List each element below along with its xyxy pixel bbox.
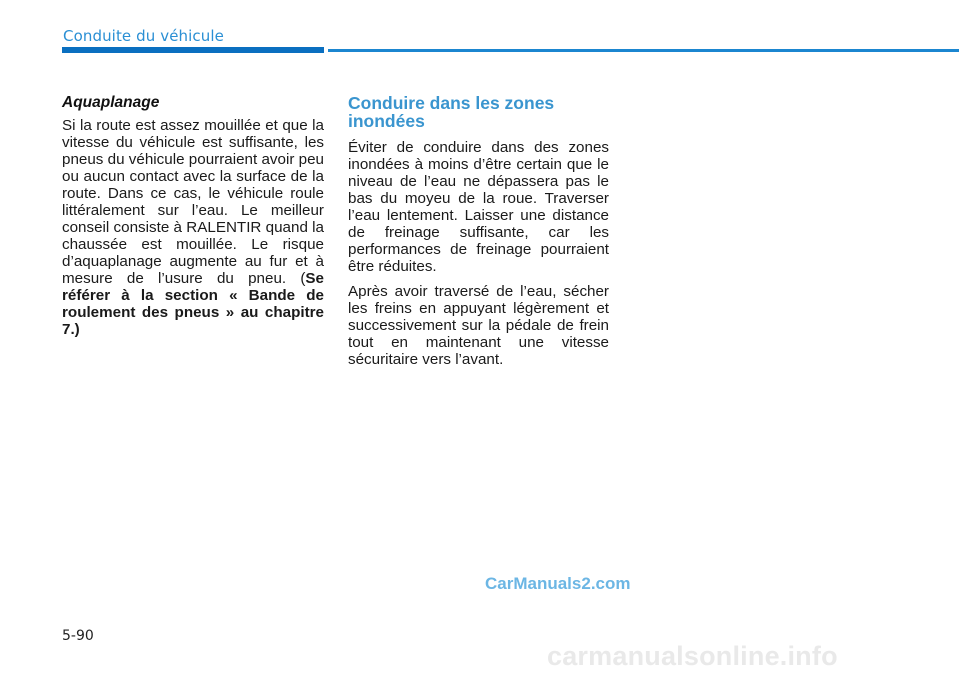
page-number: 5-90	[62, 628, 94, 644]
flooded-zones-paragraph-1: Éviter de conduire dans des zones inondées à moins d’être certain que le niveau de l’eau ne dépassera pas le bas du moyeu de la roue. Traverser l’eau lentement. Laisser une distance de freinage suffisante, car les performances de freinage pourraient être réduites.	[348, 139, 609, 275]
section-header-title: Conduite du véhicule	[63, 27, 224, 45]
tire-tread-reference: Se référer à la section « Bande de roulement des pneus » au chapitre 7.)	[62, 270, 324, 338]
aquaplaning-heading: Aquaplanage	[62, 94, 160, 111]
right-column	[348, 94, 609, 376]
flooded-zones-title: Conduire dans les zones inondées	[348, 93, 555, 131]
carmanualsonline-watermark: carmanualsonline.info	[547, 641, 838, 671]
left-column	[62, 94, 324, 346]
flooded-zones-paragraph-2: Après avoir traversé de l’eau, sécher les freins en appuyant légèrement et successivement sur la pédale de frein tout en maintenant une vitesse sécuritaire vers l’avant.	[348, 283, 609, 368]
aquaplaning-text: Si la route est assez mouillée et que la vitesse du véhicule est suffisante, les pneus du véhicule pourraient avoir peu ou aucun contact avec la surface de la route. Dans ce cas, le véhicule roule littéralement sur l’eau. Le meilleur conseil consiste à RALENTIR quand la chaussée est mouillée. Le risque d’aquaplanage augmente au fur et à mesure de l’usure du pneu. (	[62, 117, 324, 287]
carmanuals2-watermark-link[interactable]: CarManuals2.com	[485, 574, 631, 593]
aquaplaning-paragraph	[62, 117, 324, 338]
header-accent-bar	[62, 47, 324, 53]
header-divider-line	[328, 49, 959, 52]
